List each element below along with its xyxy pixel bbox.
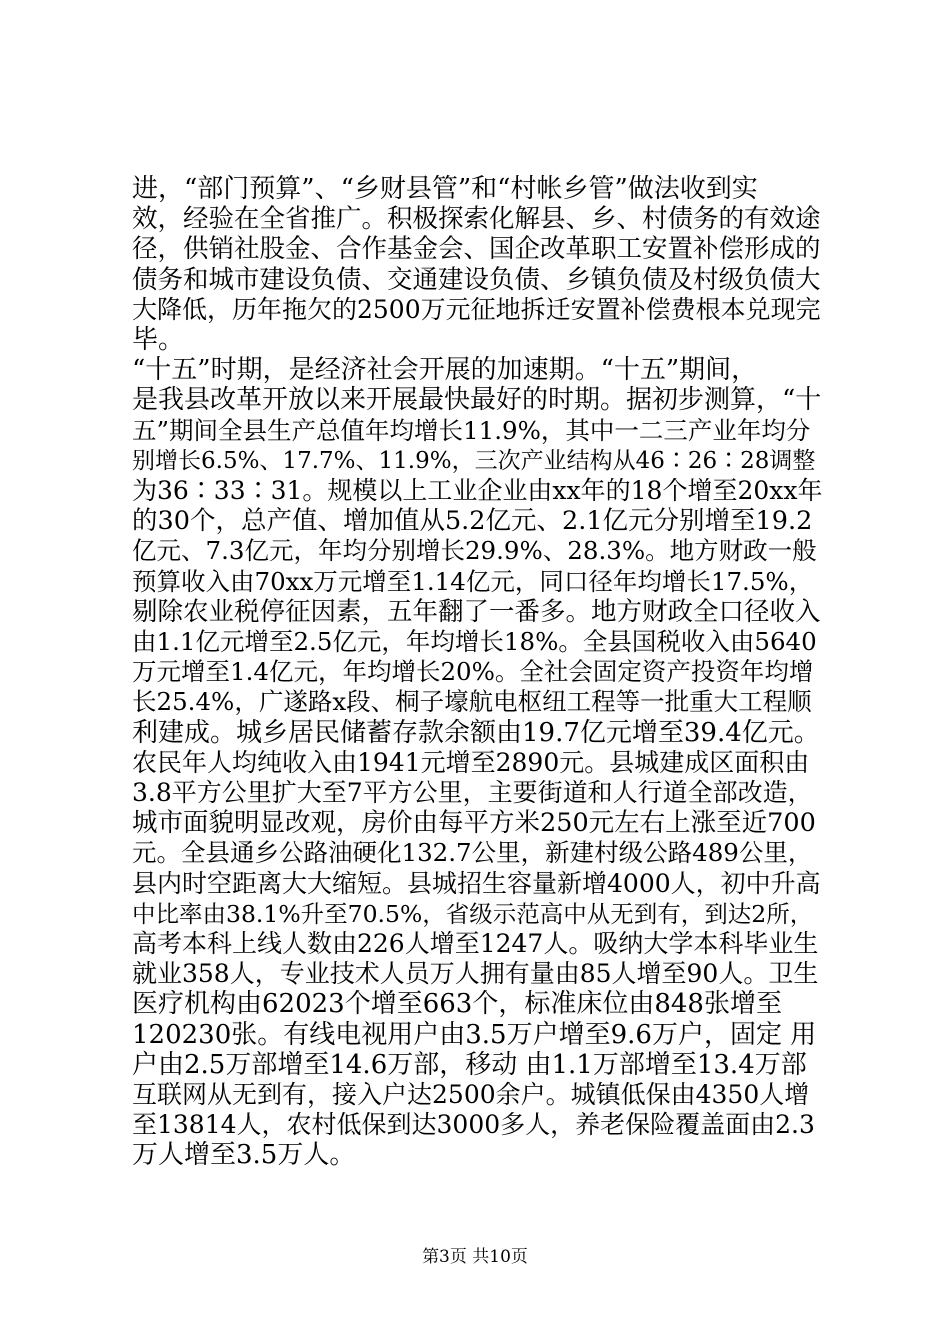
body-text-line: 五”期间全县生产总值年均增长11.9%，其中一二三产业年均分 [132, 415, 811, 445]
body-text-line: 户由2.5万部增至14.6万部，移动 由1.1万部增至13.4万部 [132, 1049, 807, 1080]
body-text-line: 亿元、7.3亿元，年均分别增长29.9%、28.3%。地方财政一般 [132, 536, 817, 566]
body-text-line: 毕。 [132, 325, 185, 355]
body-text-line: 城市面貌明显改观，房价由每平方米250元左右上涨至近700 [132, 808, 816, 839]
body-text-line: 万人增至3.5万人。 [132, 1140, 356, 1171]
body-text-line: 中比率由38.1%升至70.5%，省级示范高中从无到有，到达2所， [132, 899, 814, 928]
body-text-line: 大降低，历年拖欠的2500万元征地拆迁安置补偿费根本兑现完 [132, 294, 821, 324]
body-text-line: 效，经验在全省推广。积极探索化解县、乡、村债务的有效途 [132, 204, 821, 235]
body-text-line: 的30个，总产值、增加值从5.2亿元、2.1亿元分别增至19.2 [132, 506, 813, 537]
body-text-line: 预算收入由70xx万元增至1.14亿元，同口径年均增长17.5%， [132, 566, 814, 596]
body-text-line: “十五”时期，是经济社会开展的加速期。“十五”期间， [132, 355, 758, 386]
body-text-line: 别增长6.5%、17.7%、11.9%，三次产业结构从46∶26∶28调整 [132, 447, 816, 474]
body-text-line: 剔除农业税停征因素，五年翻了一番多。地方财政全口径收入 [132, 596, 821, 627]
body-text-line: 至13814人，农村低保到达3000多人，养老保险覆盖面由2.3 [132, 1110, 815, 1140]
body-text-line: 就业358人，专业技术人员万人拥有量由85人增至90人。卫生 [132, 959, 819, 989]
body-text-line: 县内时空距离大大缩短。县城招生容量新增4000人，初中升高 [132, 868, 821, 898]
body-text-line: 互联网从无到有，接入户达2500余户。城镇低保由4350人增 [132, 1080, 810, 1109]
body-text-line: 120230张。有线电视用户由3.5万户增至9.6万户，固定 用 [132, 1019, 817, 1050]
body-text-line: 高考本科上线人数由226人增至1247人。吸纳大学本科毕业生 [132, 929, 819, 958]
body-text-line: 农民年人均纯收入由1941元增至2890元。县城建成区面积由 [132, 747, 810, 777]
body-text-line: 由1.1亿元增至2.5亿元，年均增长18%。全县国税收入由5640 [132, 627, 817, 656]
body-text-line: 长25.4%，广遂路x段、桐子壕航电枢纽工程等一批重大工程顺 [132, 687, 812, 717]
body-text-line: 万元增至1.4亿元，年均增长20%。全社会固定资产投资年均增 [132, 657, 814, 687]
body-text-line: 利建成。城乡居民储蓄存款余额由19.7亿元增至39.4亿元。 [132, 717, 820, 748]
body-text-line: 医疗机构由62023个增至663个，标准床位由848张增至 [132, 989, 782, 1020]
body-text-line: 进，“部门预算”、“乡财县管”和“村帐乡管”做法收到实 [132, 174, 758, 204]
body-text-line: 元。全县通乡公路油硬化132.7公里，新建村级公路489公里， [132, 838, 813, 868]
body-text-line: 3.8平方公里扩大至7平方公里，主要街道和人行道全部改造， [132, 778, 813, 807]
body-text-line: 径，供销社股金、合作基金会、国企改革职工安置补偿形成的 [132, 234, 821, 265]
page-number-footer: 第3页 共10页 [422, 1247, 528, 1267]
body-text-line: 债务和城市建设负债、交通建设负债、乡镇负债及村级负债大 [132, 264, 821, 295]
body-text-line: 是我县改革开放以来开展最快最好的时期。据初步测算，“十 [132, 385, 822, 416]
body-text-line: 为36∶33∶31。规模以上工业企业由xx年的18个增至20xx年 [132, 476, 823, 505]
